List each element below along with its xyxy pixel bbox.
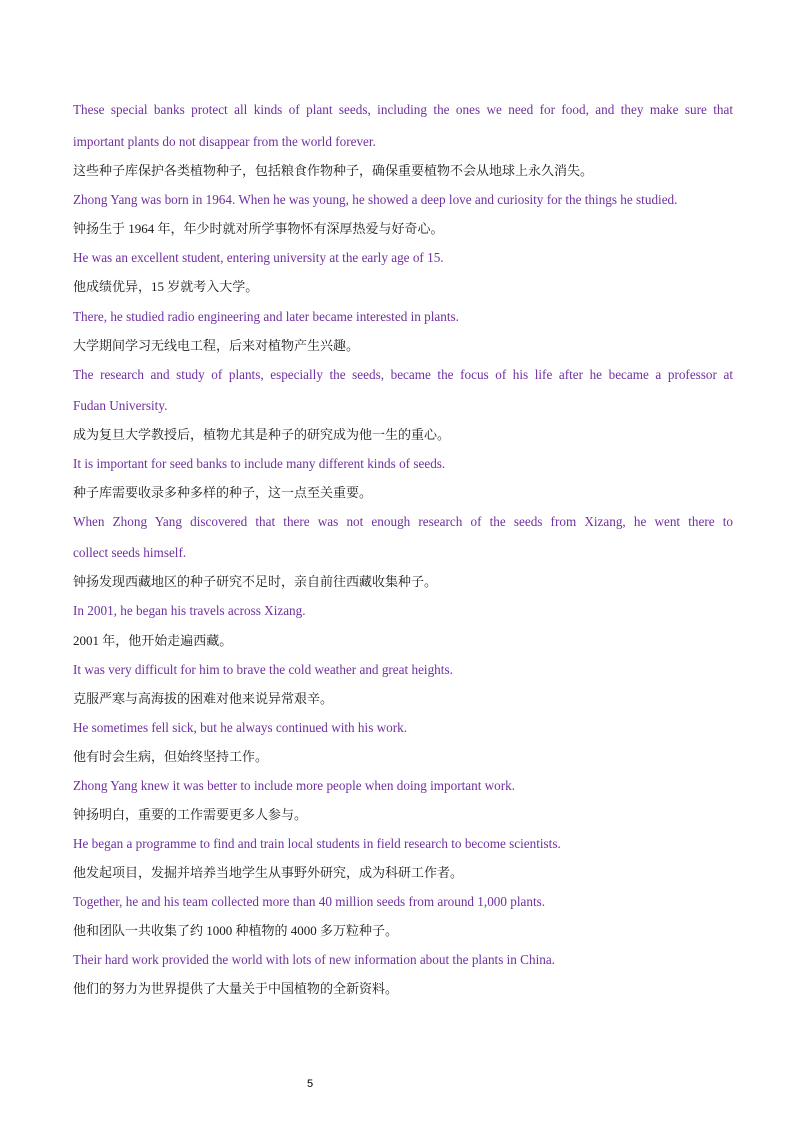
chinese-line: 成为复旦大学教授后，植物尤其是种子的研究成为他一生的重心。 bbox=[73, 427, 451, 442]
english-line: There, he studied radio engineering and later became interested in plants. bbox=[73, 309, 459, 324]
chinese-line: 钟扬生于 1964 年，年少时就对所学事物怀有深厚热爱与好奇心。 bbox=[73, 221, 444, 236]
english-line: important plants do not disappear from the world forever. bbox=[73, 134, 376, 149]
english-line: He began a programme to find and train local students in field research to become scientists. bbox=[73, 836, 561, 851]
english-line: Their hard work provided the world with lots of new information about the plants in China. bbox=[73, 952, 555, 967]
english-line: He sometimes fell sick, but he always continued with his work. bbox=[73, 720, 408, 735]
chinese-line: 大学期间学习无线电工程，后来对植物产生兴趣。 bbox=[73, 338, 360, 353]
chinese-line: 这些种子库保护各类植物种子，包括粮食作物种子，确保重要植物不会从地球上永久消失。 bbox=[73, 163, 594, 178]
english-line: Fudan University. bbox=[73, 398, 168, 413]
english-line: Together, he and his team collected more than 40 million seeds from around 1,000 plants. bbox=[73, 894, 546, 909]
english-line: He was an excellent student, entering university at the early age of 15. bbox=[73, 250, 444, 265]
english-line: The research and study of plants, especially the seeds, became the focus of his life after he became a professor at bbox=[73, 367, 733, 382]
english-line: It is important for seed banks to include many different kinds of seeds. bbox=[73, 456, 446, 471]
english-line: It was very difficult for him to brave the cold weather and great heights. bbox=[73, 662, 453, 677]
english-line: These special banks protect all kinds of plant seeds, including the ones we need for food, and they make sure that bbox=[73, 102, 733, 117]
chinese-line: 克服严寒与高海拔的困难对他来说异常艰辛。 bbox=[73, 691, 334, 706]
english-line: collect seeds himself. bbox=[73, 545, 187, 560]
chinese-line: 他和团队一共收集了约 1000 种植物的 4000 多万粒种子。 bbox=[73, 923, 399, 938]
chinese-line: 钟扬发现西藏地区的种子研究不足时，亲自前往西藏收集种子。 bbox=[73, 574, 438, 589]
chinese-line: 他发起项目，发掘并培养当地学生从事野外研究，成为科研工作者。 bbox=[73, 865, 464, 880]
english-line: Zhong Yang knew it was better to include more people when doing important work. bbox=[73, 778, 516, 793]
chinese-line: 他有时会生病，但始终坚持工作。 bbox=[73, 749, 269, 764]
page-number: 5 bbox=[306, 1078, 314, 1090]
chinese-line: 他成绩优异，15 岁就考入大学。 bbox=[73, 279, 259, 294]
chinese-line: 钟扬明白，重要的工作需要更多人参与。 bbox=[73, 807, 308, 822]
chinese-line: 他们的努力为世界提供了大量关于中国植物的全新资料。 bbox=[73, 981, 399, 996]
english-line: In 2001, he began his travels across Xizang. bbox=[73, 603, 306, 618]
chinese-line: 2001 年，他开始走遍西藏。 bbox=[73, 633, 233, 648]
english-line: When Zhong Yang discovered that there was not enough research of the seeds from Xizang, he went there to bbox=[73, 514, 733, 529]
english-line: Zhong Yang was born in 1964. When he was young, he showed a deep love and curiosity for the things he studied. bbox=[73, 192, 678, 207]
chinese-line: 种子库需要收录多种多样的种子，这一点至关重要。 bbox=[73, 485, 373, 500]
